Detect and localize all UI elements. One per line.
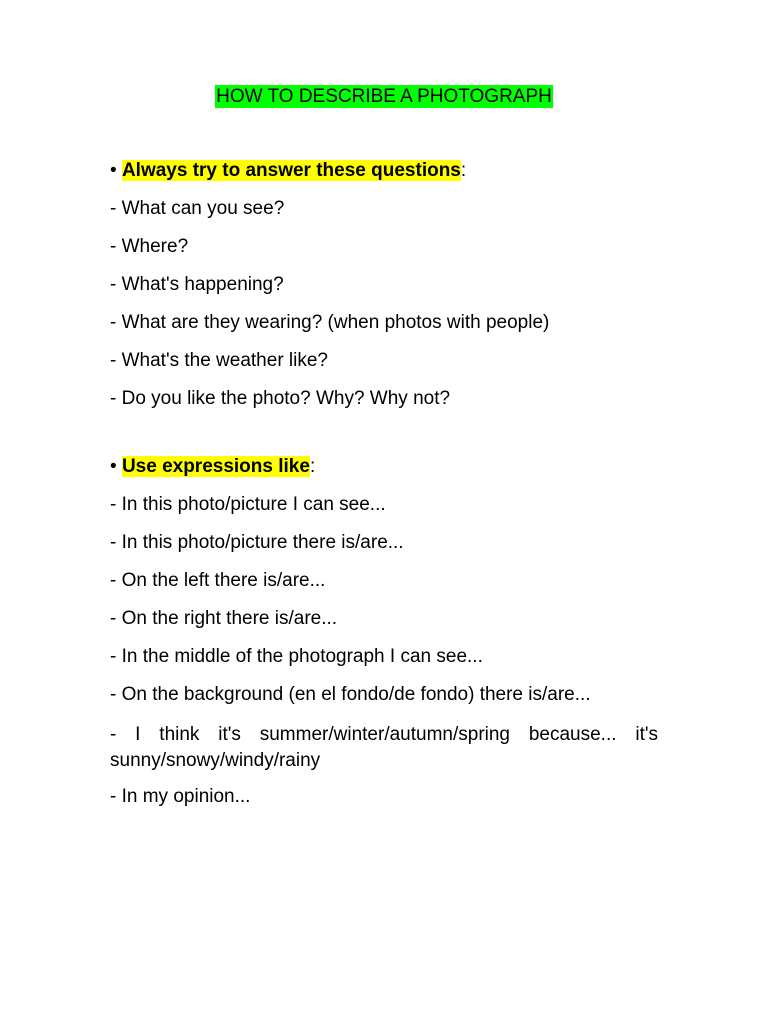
list-item: - What's happening?	[110, 274, 284, 295]
page-title	[0, 85, 768, 109]
bullet: •	[110, 456, 117, 477]
list-item: - I think it's summer/winter/autumn/spring because... it's sunny/snowy/windy/rainy	[110, 724, 658, 771]
section-heading-expressions	[110, 456, 658, 478]
list-item: - What are they wearing? (when photos with people)	[110, 312, 550, 333]
section-heading-text: Always try to answer these questions	[121, 160, 461, 181]
heading-colon: :	[460, 160, 467, 181]
document-body	[110, 160, 658, 824]
list-item: - On the background (en el fondo/de fondo) there is/are...	[110, 684, 591, 705]
heading-colon: :	[309, 456, 316, 477]
list-item: - In the middle of the photograph I can see...	[110, 646, 483, 667]
list-item: - On the right there is/are...	[110, 608, 338, 629]
section-spacer	[110, 426, 658, 456]
list-item: - In this photo/picture I can see...	[110, 494, 386, 515]
list-item: - On the left there is/are...	[110, 570, 326, 591]
bullet: •	[110, 160, 117, 181]
list-item: - In my opinion...	[110, 786, 251, 807]
list-item: - What can you see?	[110, 198, 285, 219]
section-heading-text: Use expressions like	[121, 456, 310, 477]
list-item: - Do you like the photo? Why? Why not?	[110, 388, 451, 409]
page-title-text: HOW TO DESCRIBE A PHOTOGRAPH	[216, 86, 552, 107]
list-item: - In this photo/picture there is/are...	[110, 532, 404, 553]
list-item: - Where?	[110, 236, 189, 257]
list-item: - What's the weather like?	[110, 350, 328, 371]
section-heading-questions	[110, 160, 658, 182]
